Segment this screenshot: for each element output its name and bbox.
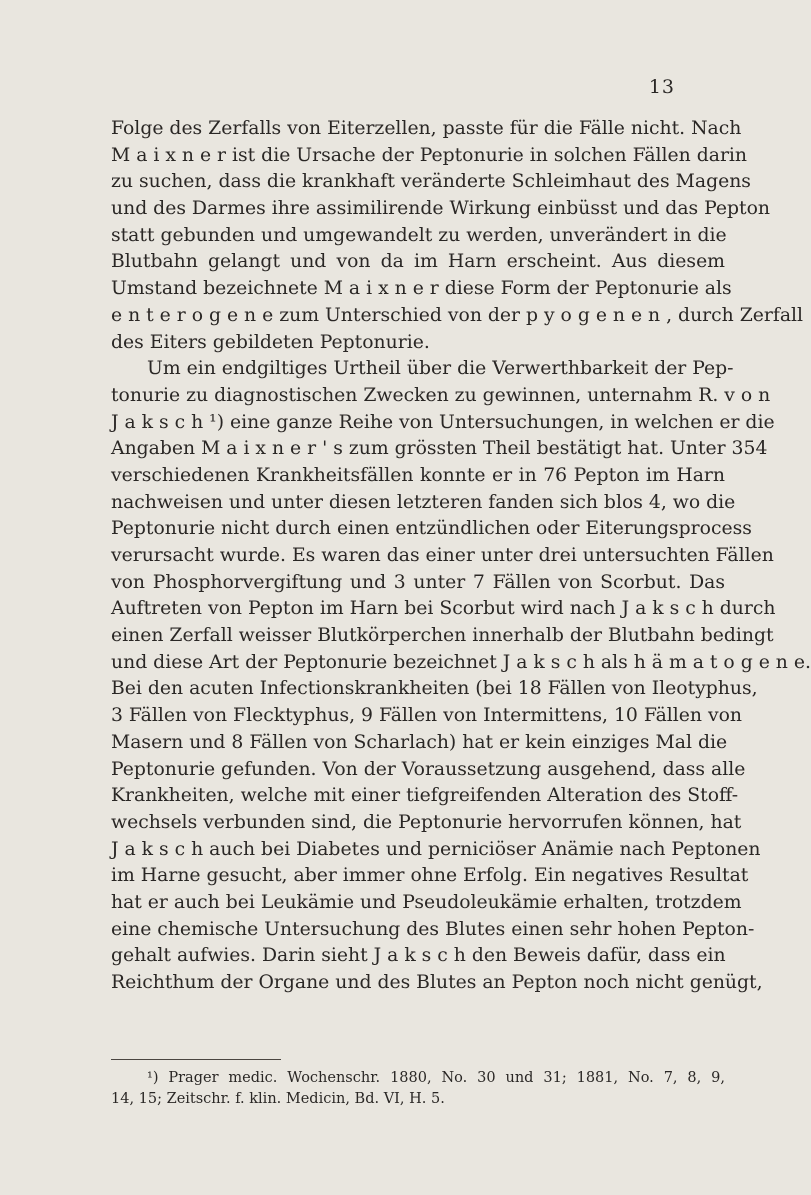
body-text [111,116,811,997]
text-line: Umstand bezeichnete M a i x n e r diese Form der Peptonurie als [111,278,732,300]
text-line: einen Zerfall weisser Blutkörperchen innerhalb der Blutbahn bedingt [111,625,774,647]
page-number: 13 [648,76,675,98]
text-line: Bei den acuten Infectionskrankheiten (bei 18 Fällen von Ileotyphus, [111,678,758,700]
text-line: statt gebunden und umgewandelt zu werden, unverändert in die [111,224,727,246]
text-line: des Eiters gebildeten Peptonurie. [111,331,430,353]
text-line: verursacht wurde. Es waren das einer unter drei untersuchten Fällen [111,545,774,566]
text-line: gehalt aufwies. Darin sieht J a k s c h den Beweis dafür, dass ein [111,945,726,967]
text-line: im Harne gesucht, aber immer ohne Erfolg. Ein negatives Resultat [111,865,749,887]
text-line: tonurie zu diagnostischen Zwecken zu gewinnen, unternahm R. v o n [111,384,771,406]
footnote-line: 14, 15; Zeitschr. f. klin. Medicin, Bd. VI, H. 5. [111,1091,445,1107]
text-line: Krankheiten, welche mit einer tiefgreifenden Alteration des Stoff- [111,785,739,807]
text-line: Reichthum der Organe und des Blutes an Pepton noch nicht genügt, [111,972,763,993]
text-line: J a k s c h auch bei Diabetes und perniciöser Anämie nach Peptonen [111,838,761,860]
text-line: Folge des Zerfalls von Eiterzellen, passte für die Fälle nicht. Nach [111,118,742,139]
text-line: Peptonurie gefunden. Von der Voraussetzung ausgehend, dass alle [111,758,746,780]
text-line: wechsels verbunden sind, die Peptonurie hervorrufen können, hat [111,811,742,833]
text-line: Blutbahn gelangt und von da im Harn erscheint. Aus diesem [111,251,725,273]
text-line: e n t e r o g e n e zum Unterschied von der p y o g e n e n , durch Zerfall [111,304,804,326]
text-line: nachweisen und unter diesen letzteren fanden sich blos 4, wo die [111,491,736,513]
footnote-divider [111,1059,281,1060]
footnotes [111,1068,725,1110]
text-line: und des Darmes ihre assimilirende Wirkung einbüsst und das Pepton [111,198,771,220]
text-line: verschiedenen Krankheitsfällen konnte er in 76 Pepton im Harn [111,464,725,486]
text-line: eine chemische Untersuchung des Blutes einen sehr hohen Pepton- [111,918,755,940]
paragraph-start-line: Um ein endgiltiges Urtheil über die Verwerthbarkeit der Pep- [147,358,734,380]
footnote-line: ¹) Prager medic. Wochenschr. 1880, No. 30 und 31; 1881, No. 7, 8, 9, [147,1070,725,1086]
text-line: hat er auch bei Leukämie und Pseudoleukämie erhalten, trotzdem [111,891,742,913]
text-line: und diese Art der Peptonurie bezeichnet J a k s c h als h ä m a t o g e n e. [111,651,811,673]
text-line: zu suchen, dass die krankhaft veränderte Schleimhaut des Magens [111,171,751,193]
text-line: Angaben M a i x n e r ' s zum grössten Theil bestätigt hat. Unter 354 [111,438,768,460]
text-line: 3 Fällen von Flecktyphus, 9 Fällen von Intermittens, 10 Fällen von [111,705,742,727]
text-line: Peptonurie nicht durch einen entzündlichen oder Eiterungsprocess [111,518,752,540]
text-line: J a k s c h ¹) eine ganze Reihe von Untersuchungen, in welchen er die [111,411,775,433]
text-line: von Phosphorvergiftung und 3 unter 7 Fällen von Scorbut. Das [111,571,725,593]
text-line: Masern und 8 Fällen von Scharlach) hat er kein einziges Mal die [111,731,728,753]
text-line: M a i x n e r ist die Ursache der Peptonurie in solchen Fällen darin [111,144,748,166]
text-line: Auftreten von Pepton im Harn bei Scorbut wird nach J a k s c h durch [111,598,776,620]
